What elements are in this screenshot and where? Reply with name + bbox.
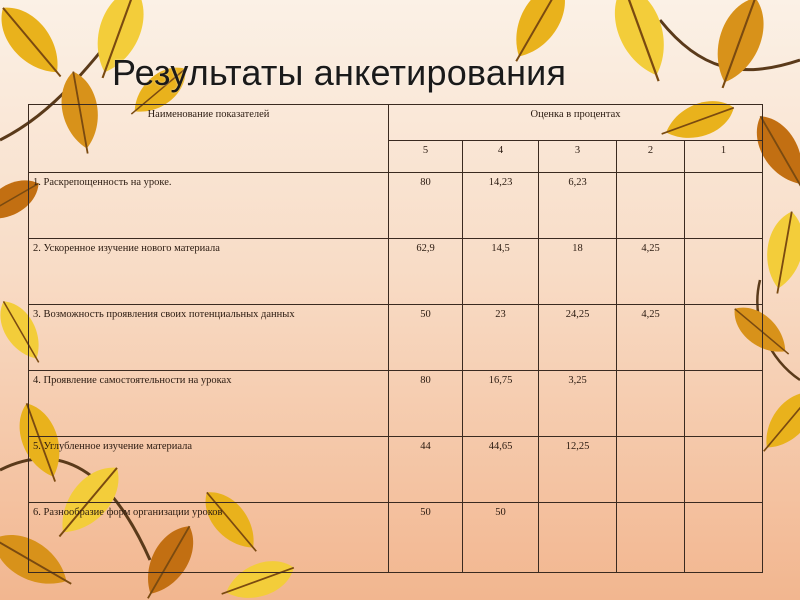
cell-value [539, 503, 617, 573]
cell-value: 24,25 [539, 305, 617, 371]
cell-value: 50 [389, 305, 463, 371]
cell-value: 44 [389, 437, 463, 503]
survey-results-table [28, 104, 763, 573]
table-row [29, 305, 763, 371]
row-label: 6. Разнообразие форм организации уроков [29, 503, 389, 573]
cell-value: 4,25 [617, 305, 685, 371]
cell-value [617, 503, 685, 573]
table-row [29, 173, 763, 239]
cell-value: 80 [389, 371, 463, 437]
grade-header: 1 [685, 141, 763, 173]
row-label: 1. Раскрепощенность на уроке. [29, 173, 389, 239]
cell-value: 18 [539, 239, 617, 305]
table-row [29, 503, 763, 573]
row-label: 4. Проявление самостоятельности на уроках [29, 371, 389, 437]
cell-value: 62,9 [389, 239, 463, 305]
cell-value: 44,65 [463, 437, 539, 503]
cell-value [685, 239, 763, 305]
cell-value [617, 437, 685, 503]
cell-value: 16,75 [463, 371, 539, 437]
cell-value: 3,25 [539, 371, 617, 437]
cell-value: 23 [463, 305, 539, 371]
cell-value: 50 [389, 503, 463, 573]
cell-value [685, 371, 763, 437]
cell-value: 12,25 [539, 437, 617, 503]
cell-value: 80 [389, 173, 463, 239]
cell-value: 6,23 [539, 173, 617, 239]
table-row [29, 371, 763, 437]
cell-value [617, 173, 685, 239]
grade-header: 2 [617, 141, 685, 173]
table-header-row [29, 105, 763, 141]
table-row [29, 437, 763, 503]
cell-value: 14,5 [463, 239, 539, 305]
cell-value [685, 503, 763, 573]
cell-value: 4,25 [617, 239, 685, 305]
cell-value [617, 371, 685, 437]
score-column-header: Оценка в процентах [389, 105, 763, 141]
grade-header: 5 [389, 141, 463, 173]
row-label: 3. Возможность проявления своих потенциальных данных [29, 305, 389, 371]
indicator-column-header: Наименование показателей [29, 105, 389, 173]
table-row [29, 239, 763, 305]
cell-value: 50 [463, 503, 539, 573]
cell-value [685, 437, 763, 503]
cell-value [685, 305, 763, 371]
cell-value [685, 173, 763, 239]
grade-header: 3 [539, 141, 617, 173]
row-label: 5. Углубленное изучение материала [29, 437, 389, 503]
cell-value: 14,23 [463, 173, 539, 239]
grade-header: 4 [463, 141, 539, 173]
page-title: Результаты анкетирования [112, 52, 567, 93]
row-label: 2. Ускоренное изучение нового материала [29, 239, 389, 305]
